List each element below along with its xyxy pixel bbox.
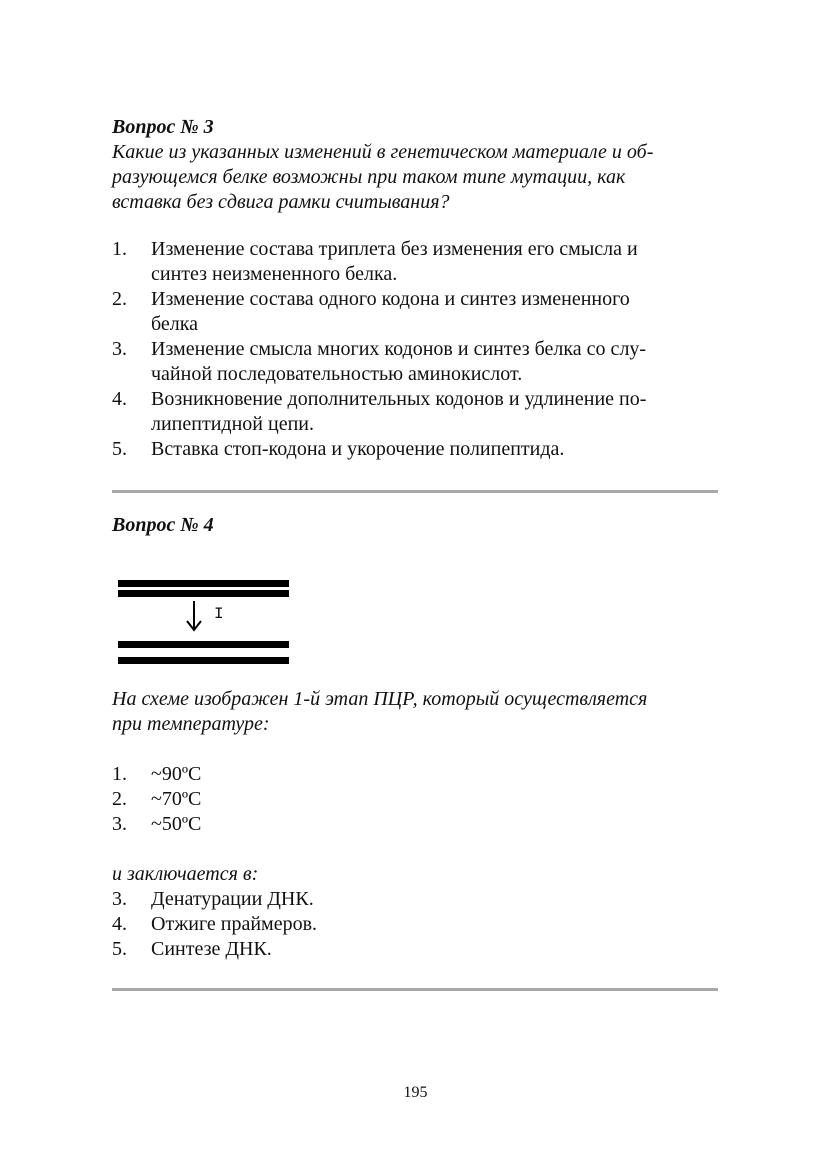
question-4-text-line: при температуре: — [112, 713, 270, 735]
option-item — [112, 387, 718, 437]
sub-label: и заключается в: — [112, 863, 259, 885]
down-arrow-icon — [184, 600, 204, 632]
option-text-line: Вставка стоп-кодона и укорочение полипептида. — [151, 438, 565, 460]
section-divider — [112, 490, 718, 493]
option-number: 1. — [112, 763, 127, 785]
question-3-title: Вопрос № 3 — [112, 116, 214, 138]
option-text: Денатурации ДНК. — [151, 888, 314, 910]
option-text: ~50ºС — [151, 813, 202, 835]
option-item — [112, 787, 718, 812]
question-4-title: Вопрос № 4 — [112, 514, 214, 536]
dna-strand-top — [118, 580, 289, 587]
dna-strand-bottom — [118, 641, 289, 648]
option-text: ~90ºС — [151, 763, 202, 785]
option-number: 4. — [112, 388, 127, 410]
question-3 — [112, 114, 718, 215]
question-3-options — [112, 237, 718, 462]
option-item — [112, 937, 718, 962]
option-item — [112, 337, 718, 387]
option-text-line: Возникновение дополнительных кодонов и удлинение по- — [151, 388, 647, 410]
option-number: 2. — [112, 788, 127, 810]
option-text-line: синтез неизмененного белка. — [151, 263, 398, 285]
dna-strand-top — [118, 590, 289, 597]
process-section — [112, 862, 718, 962]
option-number: 5. — [112, 938, 127, 960]
option-item — [112, 887, 718, 912]
question-4 — [112, 512, 718, 538]
option-number: 5. — [112, 438, 127, 460]
option-text: Синтезе ДНК. — [151, 938, 272, 960]
option-item — [112, 437, 718, 462]
option-item — [112, 762, 718, 787]
option-text-line: липептидной цепи. — [151, 413, 314, 435]
question-3-text-line: вставка без сдвига рамки считывания? — [112, 191, 450, 213]
option-item — [112, 812, 718, 837]
dna-strand-bottom — [118, 657, 289, 664]
question-4-text — [112, 687, 718, 737]
option-item — [112, 237, 718, 287]
option-number: 1. — [112, 238, 127, 260]
option-text-line: Изменение смысла многих кодонов и синтез белка со слу- — [151, 338, 647, 360]
section-divider — [112, 988, 718, 991]
question-4-text-line: На схеме изображен 1-й этап ПЦР, который осуществляется — [112, 688, 648, 710]
pcr-diagram — [118, 576, 298, 668]
question-3-text-line: разующемся белке возможны при таком типе мутации, как — [112, 166, 626, 188]
option-number: 3. — [112, 888, 127, 910]
temperature-options — [112, 762, 718, 837]
option-text-line: чайной последовательностью аминокислот. — [151, 363, 523, 385]
option-number: 4. — [112, 913, 127, 935]
option-item — [112, 912, 718, 937]
step-label: I — [214, 605, 224, 623]
option-text-line: Изменение состава триплета без изменения его смысла и — [151, 238, 638, 260]
option-text-line: Изменение состава одного кодона и синтез измененного — [151, 288, 630, 310]
option-number: 3. — [112, 338, 127, 360]
page-number: 195 — [403, 1084, 428, 1101]
option-text: ~70ºС — [151, 788, 202, 810]
option-text-line: белка — [151, 313, 199, 335]
question-3-text-line: Какие из указанных изменений в генетическом материале и об- — [112, 141, 654, 163]
option-number: 2. — [112, 288, 127, 310]
option-number: 3. — [112, 813, 127, 835]
option-text: Отжиге праймеров. — [151, 913, 318, 935]
option-item — [112, 287, 718, 337]
